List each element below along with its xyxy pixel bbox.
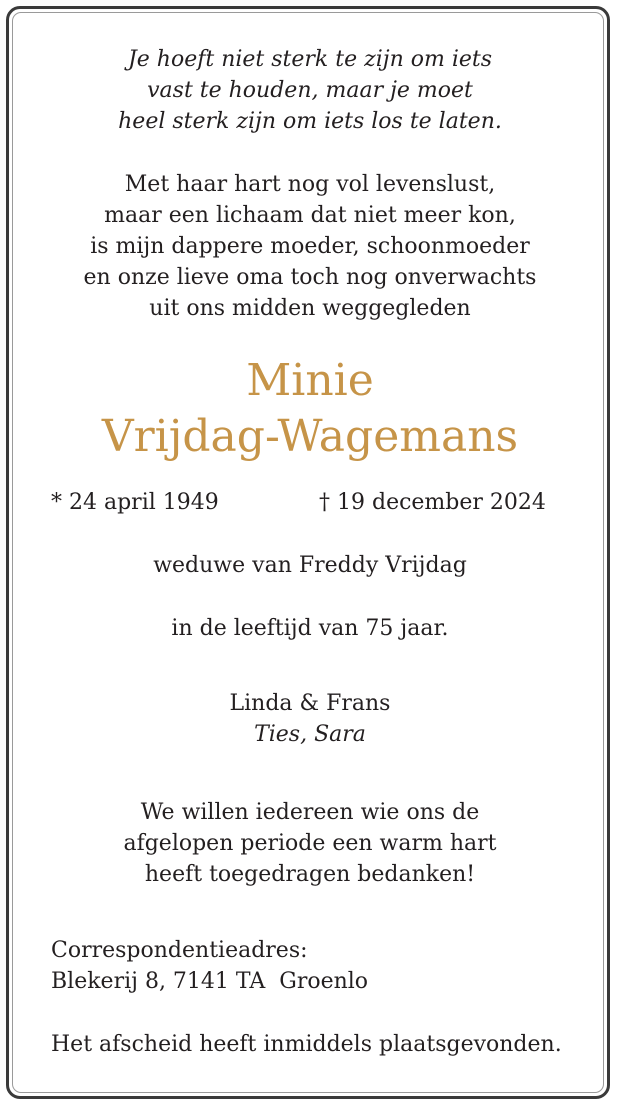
- poem-line: Je hoeft niet sterk te zijn om iets: [127, 47, 493, 72]
- grandchildren-names: Ties, Sara: [254, 722, 366, 747]
- thanks-block: [0, 797, 620, 890]
- age-line: in de leeftijd van 75 jaar.: [171, 616, 449, 641]
- intro-line: en onze lieve oma toch nog onverwachts: [83, 265, 537, 290]
- farewell-note: [51, 1029, 562, 1060]
- widow-line: weduwe van Freddy Vrijdag: [153, 553, 467, 578]
- thanks-line: afgelopen periode een warm hart: [123, 831, 497, 856]
- intro-line: is mijn dappere moeder, schoonmoeder: [90, 234, 530, 259]
- address-label: Correspondentieadres:: [51, 938, 308, 963]
- birth-date: * 24 april 1949: [51, 490, 219, 515]
- surname: Vrijdag-Wagemans: [101, 411, 519, 462]
- poem-block: [0, 44, 620, 137]
- intro-block: [0, 169, 620, 324]
- death-date: † 19 december 2024: [319, 490, 546, 515]
- widow-of: [0, 550, 620, 581]
- intro-line: maar een lichaam dat niet meer kon,: [104, 203, 516, 228]
- thanks-line: We willen iedereen wie ons de: [140, 800, 480, 825]
- poem-line: heel sterk zijn om iets los te laten.: [118, 109, 502, 134]
- thanks-line: heeft toegedragen bedanken!: [144, 862, 476, 887]
- deceased-name: [0, 353, 620, 465]
- first-name: Minie: [246, 355, 374, 406]
- children-names: Linda & Frans: [229, 691, 391, 716]
- poem-line: vast te houden, maar je moet: [147, 78, 473, 103]
- farewell-line: Het afscheid heeft inmiddels plaatsgevonden.: [51, 1032, 562, 1057]
- age-statement: [0, 613, 620, 644]
- address-value: Blekerij 8, 7141 TA Groenlo: [51, 969, 369, 994]
- intro-line: uit ons midden weggegleden: [149, 296, 471, 321]
- intro-line: Met haar hart nog vol levenslust,: [124, 172, 496, 197]
- correspondence-address: [51, 935, 368, 997]
- family-block: [0, 688, 620, 750]
